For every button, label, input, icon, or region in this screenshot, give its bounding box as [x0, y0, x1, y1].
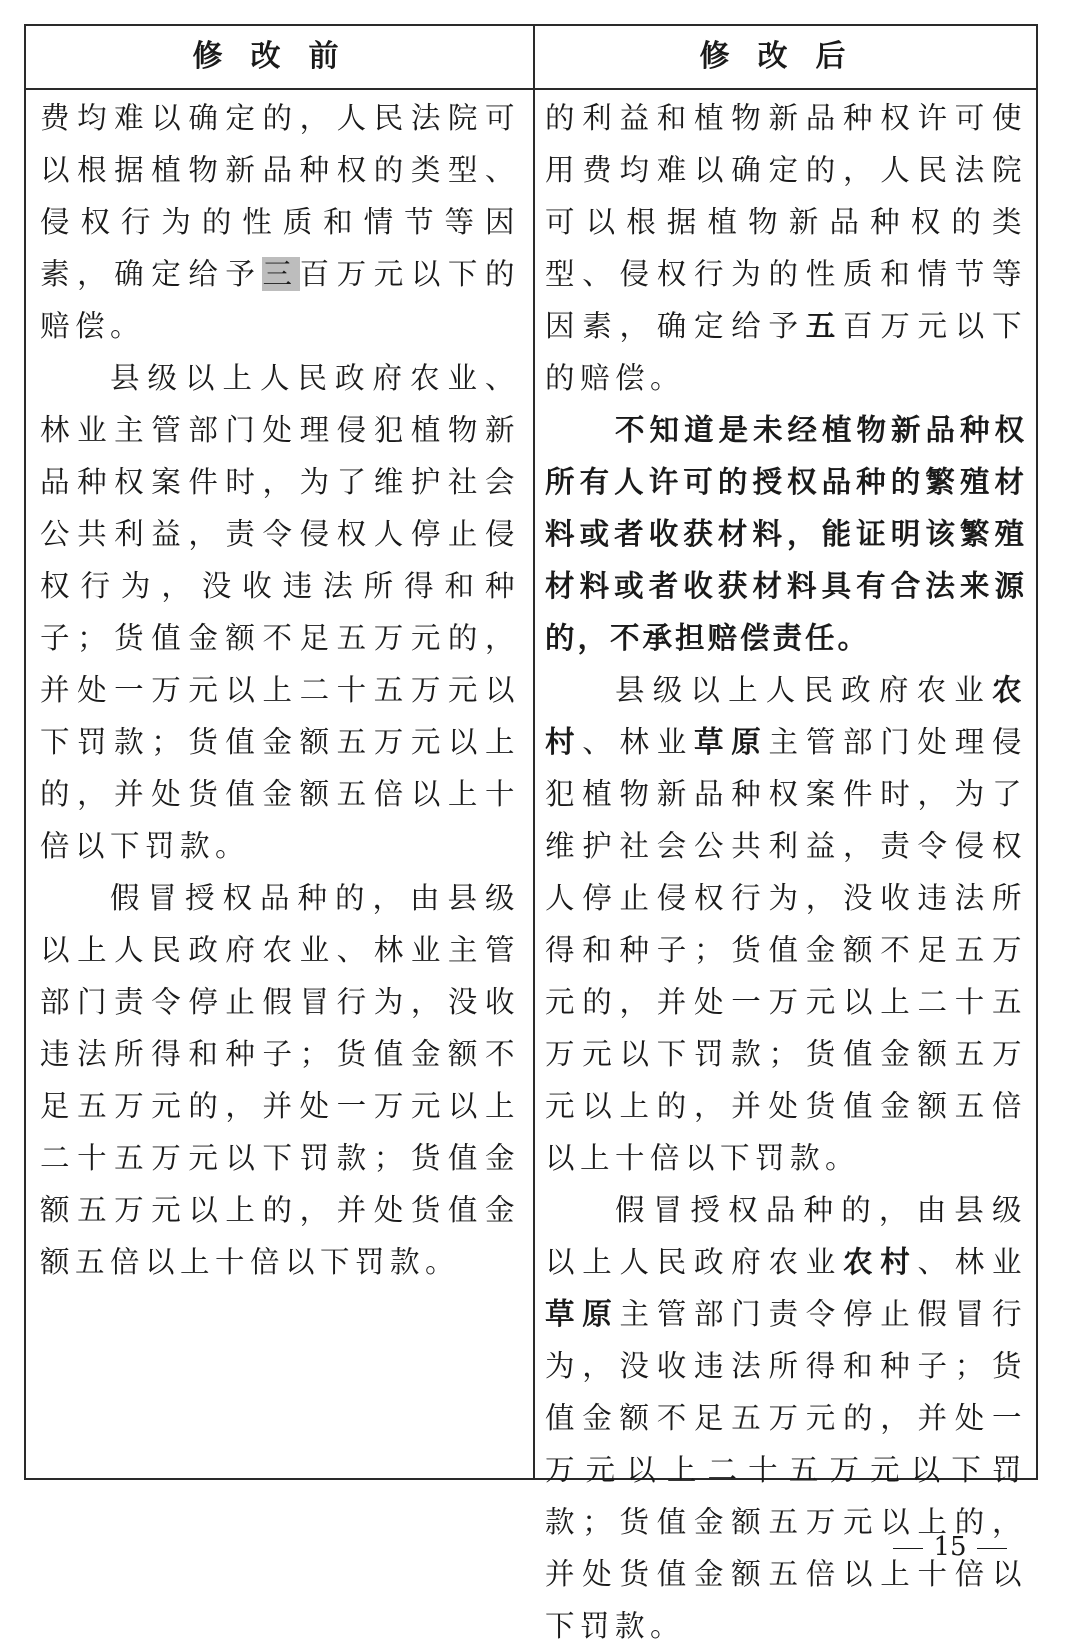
after-p3-text-a: 县级以上人民政府农业	[615, 673, 992, 707]
after-p3-text-c: 主管部门处理侵犯植物新品种权案件时，为了维护社会公共利益，责令侵权人停止侵权行为，没收违法所得和种子；货值金额不足五万元的，并处一万元以上二十五万元以下罚款；货值金额五万元以上的，并处货值金额五倍以上十倍以下罚款。	[545, 725, 1027, 1175]
header-before: 修改前	[192, 39, 367, 74]
after-p1-text-a: 的利益和植物新品种权许可使用费均难以确定的，人民法院可以根据植物新品种权的类型、侵权行为的性质和情节等因素，确定给予	[545, 101, 1027, 343]
after-p4-text-c: 主管部门责令停止假冒行为，没收违法所得和种子；货值金额不足五万元的，并处一万元以上二十五万元以下罚款；货值金额五万元以上的，并处货值金额五倍以上十倍以下罚款。	[545, 1297, 1027, 1643]
after-paragraph-3	[545, 664, 1027, 1184]
after-p3-text-b: 、林业	[582, 725, 694, 759]
after-p4-text-b: 、林业	[917, 1245, 1027, 1279]
before-p1-text-a: 费均难以确定的，人民法院可以根据植物新品种权的类型、侵权行为的性质和情节等因素，确定给予	[40, 101, 520, 291]
before-paragraph-3: 假冒授权品种的，由县级以上人民政府农业、林业主管部门责令停止假冒行为，没收违法所得和种子；货值金额不足五万元的，并处一万元以上二十五万元以下罚款；货值金额五万元以上的，并处货值金额五倍以上十倍以下罚款。	[40, 881, 520, 1279]
column-after	[545, 92, 1027, 1652]
before-paragraph-2: 县级以上人民政府农业、林业主管部门处理侵犯植物新品种权案件时，为了维护社会公共利益，责令侵权人停止侵权行为，没收违法所得和种子；货值金额不足五万元的，并处一万元以上二十五万元以下罚款；货值金额五万元以上的，并处货值金额五倍以上十倍以下罚款。	[40, 361, 520, 863]
after-p1-bold: 五	[805, 309, 843, 343]
column-before	[40, 92, 520, 1288]
column-divider	[533, 26, 535, 1478]
after-paragraph-4	[545, 1184, 1027, 1652]
after-p4-bold-2: 草原	[545, 1297, 620, 1331]
page-number	[880, 1527, 1020, 1567]
before-p1-text-b: 百万元以下的赔偿。	[40, 257, 520, 343]
after-p3-bold-2: 草原	[694, 725, 769, 759]
before-p1-highlight: 三	[262, 257, 300, 291]
page-number-dash-right	[977, 1548, 1007, 1549]
after-p1-text-b: 百万元以下的赔偿。	[545, 309, 1027, 395]
after-p3-bold-1: 农村	[545, 673, 1027, 759]
after-p4-bold-1: 农村	[842, 1245, 918, 1279]
header-after: 修改后	[699, 39, 874, 74]
after-p4-text-a: 假冒授权品种的，由县级以上人民政府农业	[545, 1193, 1027, 1279]
before-paragraph-1	[40, 92, 520, 352]
page-number-value: 15	[933, 1532, 967, 1562]
after-paragraph-2-added: 不知道是未经植物新品种权所有人许可的授权品种的繁殖材料或者收获材料，能证明该繁殖材料或者收获材料具有合法来源的，不承担赔偿责任。	[545, 413, 1027, 655]
after-paragraph-1	[545, 92, 1027, 404]
header-divider	[26, 88, 1036, 90]
page-number-dash-left	[893, 1548, 923, 1549]
